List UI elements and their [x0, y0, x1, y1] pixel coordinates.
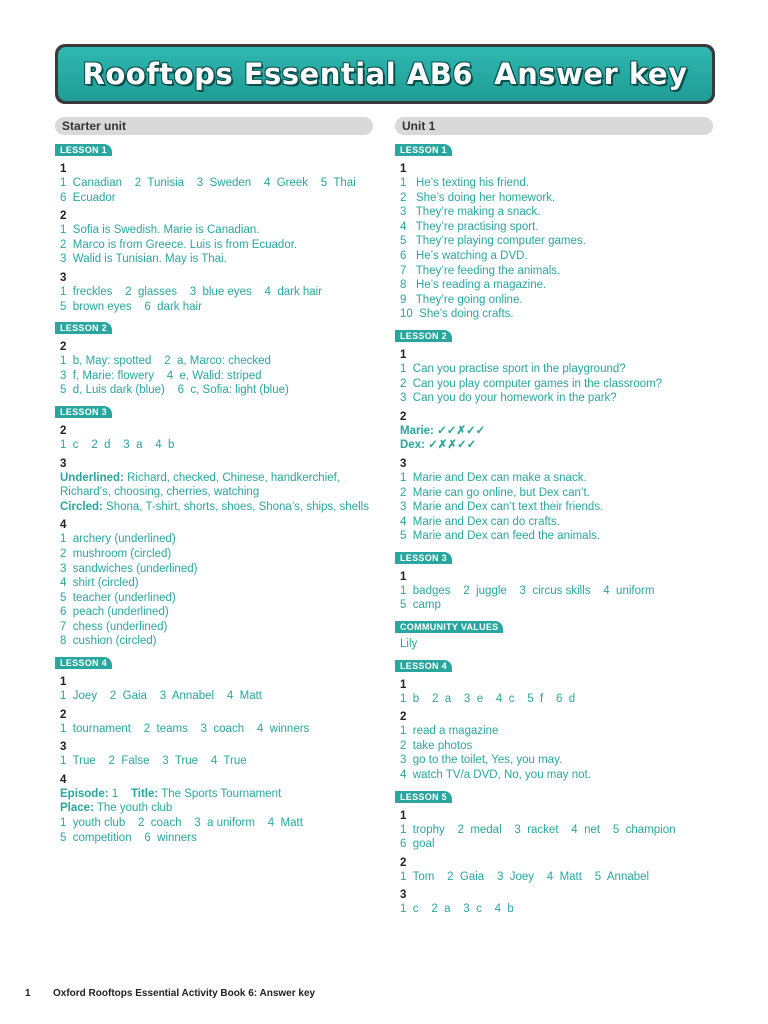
episode-label: Episode:	[60, 787, 109, 800]
answer-line: 3 sandwiches (underlined)	[60, 562, 198, 575]
answer-line: 8 He’s reading a magazine.	[400, 279, 547, 292]
answer-line: 7 They’re feeding the animals.	[400, 264, 561, 277]
answer-block	[60, 354, 373, 398]
lesson2-q3	[395, 457, 713, 544]
answer-line: 3 go to the toilet, Yes, you may.	[400, 754, 563, 767]
answer-line: 1 trophy 2 medal 3 racket 4 net 5 champion	[400, 823, 676, 836]
answer-block	[60, 754, 373, 769]
place-label: Place:	[60, 802, 94, 815]
lesson-tag: LESSON 5	[395, 791, 452, 803]
unit-header-unit1: Unit 1	[395, 117, 713, 135]
answer-line: 2 Can you play computer games in the classroom?	[400, 377, 663, 390]
answer-line: 1 Marie and Dex can make a snack.	[400, 471, 587, 484]
lesson2-q2-answers	[400, 424, 713, 453]
answer-line: 3 Walid is Tunisian. May is Thai.	[60, 253, 227, 266]
lesson-4-tag: LESSON 4	[55, 657, 112, 669]
question-number: 2	[60, 708, 67, 721]
question-number: 4	[60, 773, 67, 786]
answer-block	[400, 823, 713, 852]
answer-line: 4 watch TV/a DVD, No, you may not.	[400, 769, 591, 782]
page-title: Rooftops Essential AB6 Answer key	[82, 57, 688, 91]
answer-line: 6 Ecuador	[60, 191, 116, 204]
answer-line: 2 Marie can go online, but Dex can’t.	[400, 486, 590, 499]
question-number: 2	[400, 711, 407, 724]
answer-block	[60, 285, 373, 314]
answer-block	[400, 176, 713, 322]
question-number: 1	[60, 676, 67, 689]
answer-line: 5 d, Luis dark (blue) 6 c, Sofia: light (blue)	[60, 384, 289, 397]
answer-line: 1 archery (underlined)	[60, 533, 176, 546]
answer-line: 5 They’re playing computer games.	[400, 235, 586, 248]
answer-line: 1 b, May: spotted 2 a, Marco: checked	[60, 355, 271, 368]
answer-block	[60, 689, 373, 704]
left-column	[55, 117, 373, 849]
underlined-label: Underlined:	[60, 471, 124, 484]
answer-line: 1 Tom 2 Gaia 3 Joey 4 Matt 5 Annabel	[400, 870, 650, 883]
right-column	[395, 117, 713, 921]
answer-line: 1 c 2 a 3 c 4 b	[400, 903, 514, 916]
lesson3-q3-answers	[60, 471, 373, 515]
lesson-tag: LESSON 2	[55, 322, 112, 334]
answer-line: 2 Marco is from Greece. Luis is from Ecuador.	[60, 238, 298, 251]
answer-block	[400, 637, 713, 652]
question-number: 1	[400, 348, 407, 361]
lesson4-q4-answers	[60, 787, 373, 845]
answer-line: 5 Marie and Dex can feed the animals.	[400, 530, 601, 543]
answer-line: 3 Marie and Dex can’t text their friends.	[400, 501, 604, 514]
lesson-tag: LESSON 4	[395, 660, 452, 672]
answer-line: 4 They’re practising sport.	[400, 220, 539, 233]
circled-text: Shona, T-shirt, shorts, shoes, Shona’s, ships, shells	[102, 500, 369, 513]
answer-block	[400, 471, 713, 544]
lesson-tag: LESSON 1	[55, 144, 112, 156]
answer-block	[60, 532, 373, 649]
answer-line: 1 youth club 2 coach 3 a uniform 4 Matt	[60, 817, 303, 830]
place-value: The youth club	[93, 802, 173, 815]
question-number: 3	[400, 889, 407, 902]
answer-block	[60, 223, 373, 267]
right-sections-2	[395, 548, 713, 917]
answer-line: 5 brown eyes 6 dark hair	[60, 300, 202, 313]
marie-answer: Marie: ✓✓✗✓✓	[400, 424, 486, 437]
lesson-tag: LESSON 3	[395, 552, 452, 564]
answer-line: 9 They’re going online.	[400, 293, 523, 306]
answer-line: 3 f, Marie: flowery 4 e, Walid: striped	[60, 369, 262, 382]
answer-block	[400, 724, 713, 782]
question-number: 2	[60, 210, 67, 223]
question-number: 1	[400, 570, 407, 583]
answer-line: 2 mushroom (circled)	[60, 547, 172, 560]
answer-block	[400, 902, 713, 917]
answer-line: Lily	[400, 638, 418, 651]
lesson3-q4	[55, 518, 373, 649]
question-number: 2	[400, 410, 407, 423]
answer-line: 2 She’s doing her homework.	[400, 191, 556, 204]
answer-line: 5 camp	[400, 599, 441, 612]
answer-block	[400, 692, 713, 707]
question-number: 2	[60, 424, 67, 437]
question-number: 1	[400, 809, 407, 822]
underlined-text-1: Richard, checked, Chinese, handkerchief,	[123, 471, 340, 484]
answer-line: 7 chess (underlined)	[60, 620, 168, 633]
underlined-text-2: Richard’s, choosing, cherries, watching	[60, 486, 260, 499]
footer-text: Oxford Rooftops Essential Activity Book 6: Answer key	[53, 988, 316, 999]
answer-block	[60, 176, 373, 205]
lesson-tag: LESSON 3	[55, 406, 112, 418]
answer-line: 6 He’s watching a DVD.	[400, 249, 528, 262]
answer-line: 2 take photos	[400, 739, 473, 752]
lesson-tag: LESSON 1	[395, 144, 452, 156]
answer-line: 1 read a magazine	[400, 725, 499, 738]
lesson-tag: COMMUNITY VALUES	[395, 621, 503, 633]
answer-line: 1 He’s texting his friend.	[400, 177, 529, 189]
answer-line: 10 She’s doing crafts.	[400, 308, 514, 321]
answer-line: 1 c 2 d 3 a 4 b	[60, 438, 175, 451]
title-label: Title:	[130, 787, 159, 800]
question-number: 2	[60, 341, 67, 354]
answer-block	[400, 584, 713, 613]
answer-line: 1 Can you practise sport in the playground?	[400, 362, 626, 375]
question-number: 3	[60, 741, 67, 754]
answer-line: 1 Joey 2 Gaia 3 Annabel 4 Matt	[60, 690, 263, 703]
answer-block	[400, 870, 713, 885]
episode-value: 1	[108, 787, 119, 800]
answer-line: 6 goal	[400, 838, 435, 851]
answer-line: 4 Marie and Dex can do crafts.	[400, 515, 560, 528]
answer-line: 1 b 2 a 3 e 4 c 5 f 6 d	[400, 692, 576, 705]
title-banner	[55, 44, 715, 104]
question-number: 3	[400, 457, 407, 470]
answer-line: 5 teacher (underlined)	[60, 591, 176, 604]
answer-line: 1 True 2 False 3 True 4 True	[60, 755, 247, 768]
page-number: 1	[25, 988, 31, 999]
question-number: 3	[60, 457, 67, 470]
answer-line: 3 They’re making a snack.	[400, 206, 541, 219]
answer-line: 1 Sofia is Swedish. Marie is Canadian.	[60, 224, 260, 237]
dex-answer: Dex: ✓✗✗✓✓	[400, 439, 477, 452]
question-number: 1	[400, 678, 407, 691]
answer-line: 6 peach (underlined)	[60, 606, 169, 619]
answer-line: 8 cushion (circled)	[60, 635, 157, 648]
answer-block	[60, 722, 373, 737]
circled-label: Circled:	[60, 500, 103, 513]
question-number: 4	[60, 519, 67, 532]
title-value: The Sports Tournament	[158, 787, 282, 800]
answer-line: 1 freckles 2 glasses 3 blue eyes 4 dark hair	[60, 285, 323, 298]
question-number: 1	[400, 163, 407, 175]
question-number: 2	[400, 856, 407, 869]
answer-line: 1 badges 2 juggle 3 circus skills 4 uniform	[400, 584, 655, 597]
left-sections	[55, 140, 373, 471]
answer-line: 5 competition 6 winners	[60, 831, 197, 844]
lesson4-items	[55, 675, 373, 769]
question-number: 1	[60, 163, 67, 175]
question-number: 3	[60, 271, 67, 284]
footer	[25, 988, 315, 999]
title-banner-inner	[58, 47, 712, 101]
answer-block	[400, 362, 713, 406]
unit-header-starter: Starter unit	[55, 117, 373, 135]
lesson-tag: LESSON 2	[395, 330, 452, 342]
answer-line: 1 Canadian 2 Tunisia 3 Sweden 4 Greek 5 Thai	[60, 177, 356, 189]
answer-line: 3 Can you do your homework in the park?	[400, 392, 617, 405]
answer-block	[60, 438, 373, 453]
right-sections	[395, 140, 713, 424]
answer-line: 1 tournament 2 teams 3 coach 4 winners	[60, 722, 310, 735]
answer-line: 4 shirt (circled)	[60, 577, 139, 590]
